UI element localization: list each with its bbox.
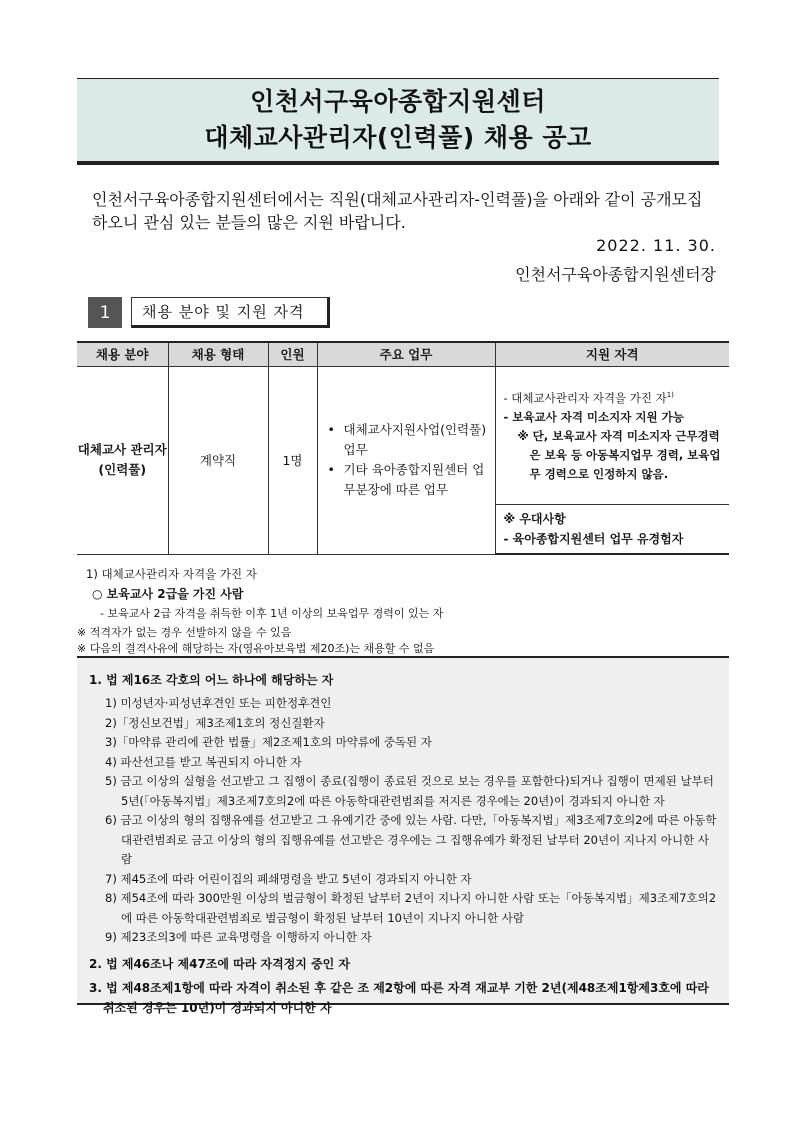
cell-count: 1명: [268, 366, 317, 554]
disqual-heading-3: 3. 법 제48조제1항에 따라 자격이 취소된 후 같은 조 제2항에 따른 자격 재교부 기한 2년(제48조제1항제3호에 따라 취소된 경우는 10년)이 경과되지 아니한 자: [89, 980, 709, 1015]
header-qualification: 지원 자격: [495, 342, 729, 366]
section-number: 1: [88, 297, 122, 328]
header-count: 인원: [268, 342, 317, 366]
disqual-item: 7) 제45조에 따라 어린이집의 폐쇄명령을 받고 5년이 경과되지 아니한 자: [105, 871, 472, 886]
footnote-3: - 보육교사 2급 자격을 취득한 이후 1년 이상의 보육업무 경력이 있는 자: [100, 607, 444, 620]
disqual-item: 4) 파산선고를 받고 복권되지 아니한 자: [105, 754, 302, 769]
signature: 인천서구육아종합지원센터장: [515, 265, 716, 284]
header-duties: 주요 업무: [317, 342, 495, 366]
duty-item: • 대체교사지원사업(인력풀) 업무: [326, 420, 495, 460]
footnote-5: ※ 다음의 결격사유에 해당하는 자(영유아보육법 제20조)는 채용할 수 없음: [77, 642, 435, 655]
cell-type: 계약직: [168, 366, 268, 554]
header-field: 채용 분야: [77, 342, 168, 366]
header-type: 채용 형태: [168, 342, 268, 366]
disqual-heading-2: 2. 법 제46조나 제47조에 따라 자격정지 중인 자: [89, 956, 351, 971]
table-row: [77, 366, 729, 504]
cell-qualification: [495, 366, 729, 504]
qual-footnote-mark: 1): [666, 391, 674, 400]
qual-line-1: - 대체교사관리자 자격을 가진 자$^{1)}$: [503, 390, 674, 405]
disqual-item: 5) 금고 이상의 실형을 선고받고 그 집행이 종료(집행이 종료된 것으로 보는 경우를 포함한다)되거나 집행이 면제된 날부터 5년(「아동복지법」제3조제7호의2에 따른 아동학대관련범죄를 저지른 경우에는 20년)이 경과되지 아니한 자: [105, 774, 714, 808]
qual-line-2: - 보육교사 자격 미소지자 지원 가능: [503, 409, 684, 424]
title-line-1: 인천서구육아종합지원센터: [250, 87, 546, 116]
disqual-item: 8) 제54조에 따라 300만원 이상의 벌금형이 확정된 날부터 2년이 지나지 아니한 사람 또는「아동복지법」제3조제7호의2에 따른 아동학대관련범죄로 벌금형이 확정된 날부터 10년이 지나지 아니한 사람: [105, 891, 717, 925]
section-title: 채용 분야 및 지원 자격: [131, 297, 330, 328]
footnote-4: ※ 적격자가 없는 경우 선발하지 않을 수 있음: [77, 626, 292, 639]
recruitment-table: [77, 341, 729, 555]
disqual-item: 6) 금고 이상의 형의 집행유예를 선고받고 그 유예기간 중에 있는 사람. 다만,「아동복지법」제3조제7호의2에 따른 아동학대관련범죄로 금고 이상의 형의 집행유예를 선고받은 경우에는 그 집행유예가 확정된 날부터 20년이 지나지 아니한 사람: [105, 813, 717, 866]
disqual-item: 2)「정신보건법」제3조제1호의 정신질환자: [105, 715, 325, 730]
disqual-heading-1: 1. 법 제16조 각호의 어느 하나에 해당하는 자: [89, 673, 334, 687]
cell-duties: [317, 366, 495, 554]
disqual-item: 3)「마약류 관리에 관한 법률」제2조제1호의 마약류에 중독된 자: [105, 735, 432, 749]
duty-item: • 기타 육아종합지원센터 업무분장에 따른 업무: [326, 460, 495, 500]
disqual-item: 9) 제23조의3에 따른 교육명령을 이행하지 아니한 자: [105, 930, 372, 944]
disqualification-box: [77, 656, 729, 1015]
title-line-2: 대체교사관리자(인력풀) 채용 공고: [204, 123, 592, 152]
disqual-item: 1) 미성년자·피성년후견인 또는 피한정후견인: [105, 696, 332, 710]
notice-date: 2022. 11. 30.: [596, 236, 716, 255]
table-header-row: [77, 342, 729, 366]
footnote-1: 1) 대체교사관리자 자격을 가진 자: [86, 567, 257, 581]
footnote-2: ○ 보육교사 2급을 가진 사람: [92, 587, 244, 601]
title-box: [77, 78, 719, 165]
intro-text: 인천서구육아종합지원센터에서는 직원(대체교사관리자-인력풀)을 아래와 같이 공개모집 하오니 관심 있는 분들의 많은 지원 바랍니다.: [92, 190, 703, 232]
pref-title: ※ 우대사항: [503, 511, 566, 526]
cell-preference: [495, 504, 729, 554]
cell-field: 대체교사 관리자 (인력풀): [77, 366, 168, 554]
pref-item: - 육아종합지원센터 업무 유경험자: [503, 531, 684, 546]
qual-note: ※ 단, 보육교사 자격 미소지자 근무경력은 보육 등 아동복지업무 경력, 보육업무 경력으로 인정하지 않음.: [517, 428, 721, 481]
